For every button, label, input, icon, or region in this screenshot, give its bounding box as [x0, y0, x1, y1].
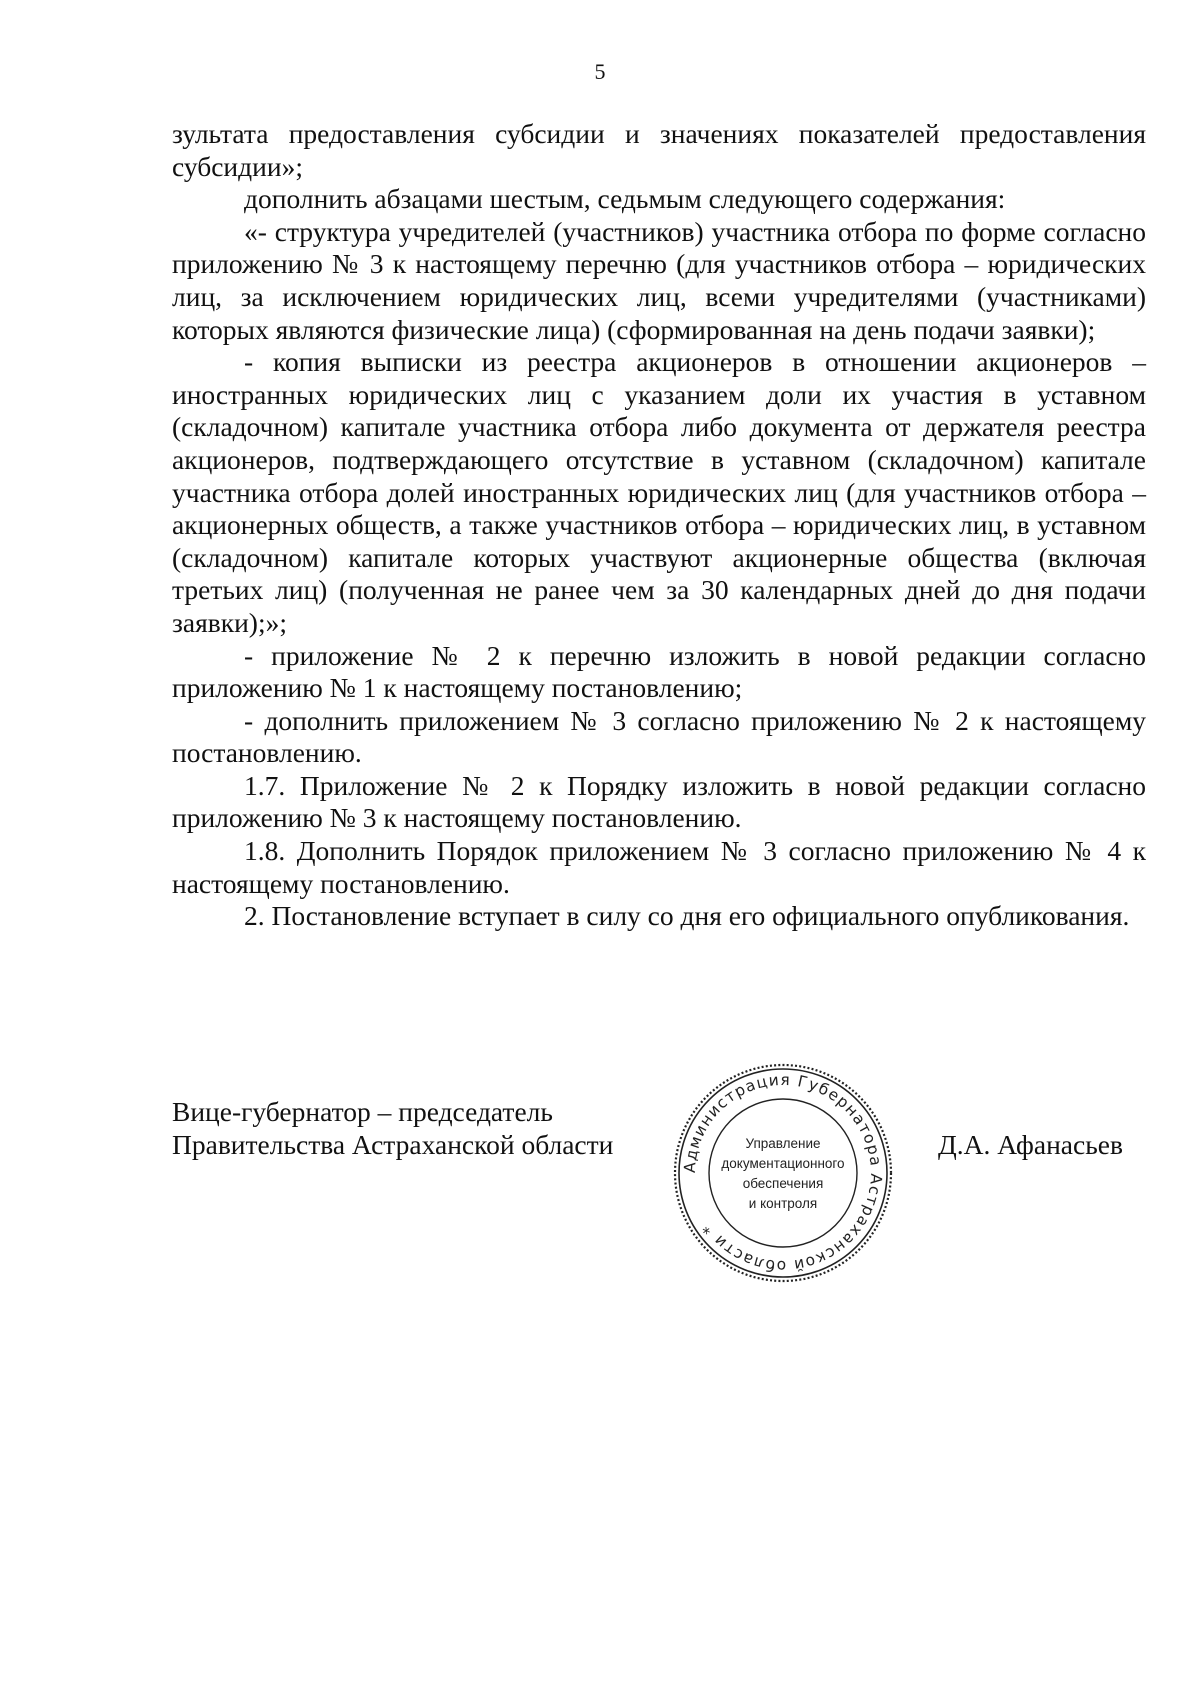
paragraph-item-2: 2. Постановление вступает в силу со дня его официального опубликования.	[244, 900, 1130, 932]
paragraph-appendix-3: - дополнить приложением № 3 согласно приложению № 2 к настоящему постановлению.	[172, 704, 1146, 769]
document-body	[172, 118, 1146, 933]
paragraph-shareholders-register: - копия выписки из реестра акционеров в отношении акционеров – иностранных юридических лиц с указанием доли их участия в уставном (складочном) капитале участника отбора либо документа от держателя реестра акционеров, подтверждающего отсутствие в уставном (складочном) капитале участника отбора долей иностранных юридических лиц (для участников отбора – акционерных обществ, а также участников отбора – юридических лиц, в уставном (складочном) капитале которых участвуют акционерные общества (включая третьих лиц) (полученная не ранее чем за 30 календарных дней до дня подачи заявки);»;	[172, 346, 1146, 638]
paragraph-amendment-intro: дополнить абзацами шестым, седьмым следующего содержания:	[244, 183, 1006, 215]
signatory-position-line-2: Правительства Астраханской области	[172, 1129, 614, 1160]
seal-ring-text: Администрация Губернатора Астраханской области *	[680, 1070, 886, 1276]
signatory-position-line-1: Вице-губернатор – председатель	[172, 1096, 553, 1127]
signatory-name: Д.А. Афанасьев	[938, 1129, 1123, 1160]
seal-center-line: и контроля	[748, 1196, 818, 1211]
signatory-position	[172, 1095, 613, 1161]
seal-center-line: документационного	[721, 1156, 845, 1171]
seal-center-text	[721, 1136, 844, 1211]
official-seal	[672, 1062, 894, 1284]
seal-center-line: Управление	[745, 1136, 821, 1151]
paragraph-item-1-7: 1.7. Приложение № 2 к Порядку изложить в новой редакции согласно приложению № 3 к настоящему постановлению.	[172, 769, 1146, 834]
seal-graphic	[672, 1062, 894, 1284]
paragraph-founders-structure: «- структура учредителей (участников) участника отбора по форме согласно приложению № 3 к настоящему перечню (для участников отбора – юридических лиц, за исключением юридических лиц, всеми учредителями (участниками) которых являются физические лица) (сформированная на день подачи заявки);	[172, 215, 1146, 345]
paragraph-continuation: зультата предоставления субсидии и значениях показателей предоставления субсидии»;	[172, 118, 1146, 182]
paragraph-item-1-8: 1.8. Дополнить Порядок приложением № 3 согласно приложению № 4 к настоящему постановлению.	[172, 835, 1146, 899]
paragraph-appendix-2: - приложение № 2 к перечню изложить в новой редакции согласно приложению № 1 к настоящему постановлению;	[172, 639, 1146, 704]
page-number: 5	[594, 59, 606, 84]
seal-center-line: обеспечения	[742, 1176, 824, 1191]
